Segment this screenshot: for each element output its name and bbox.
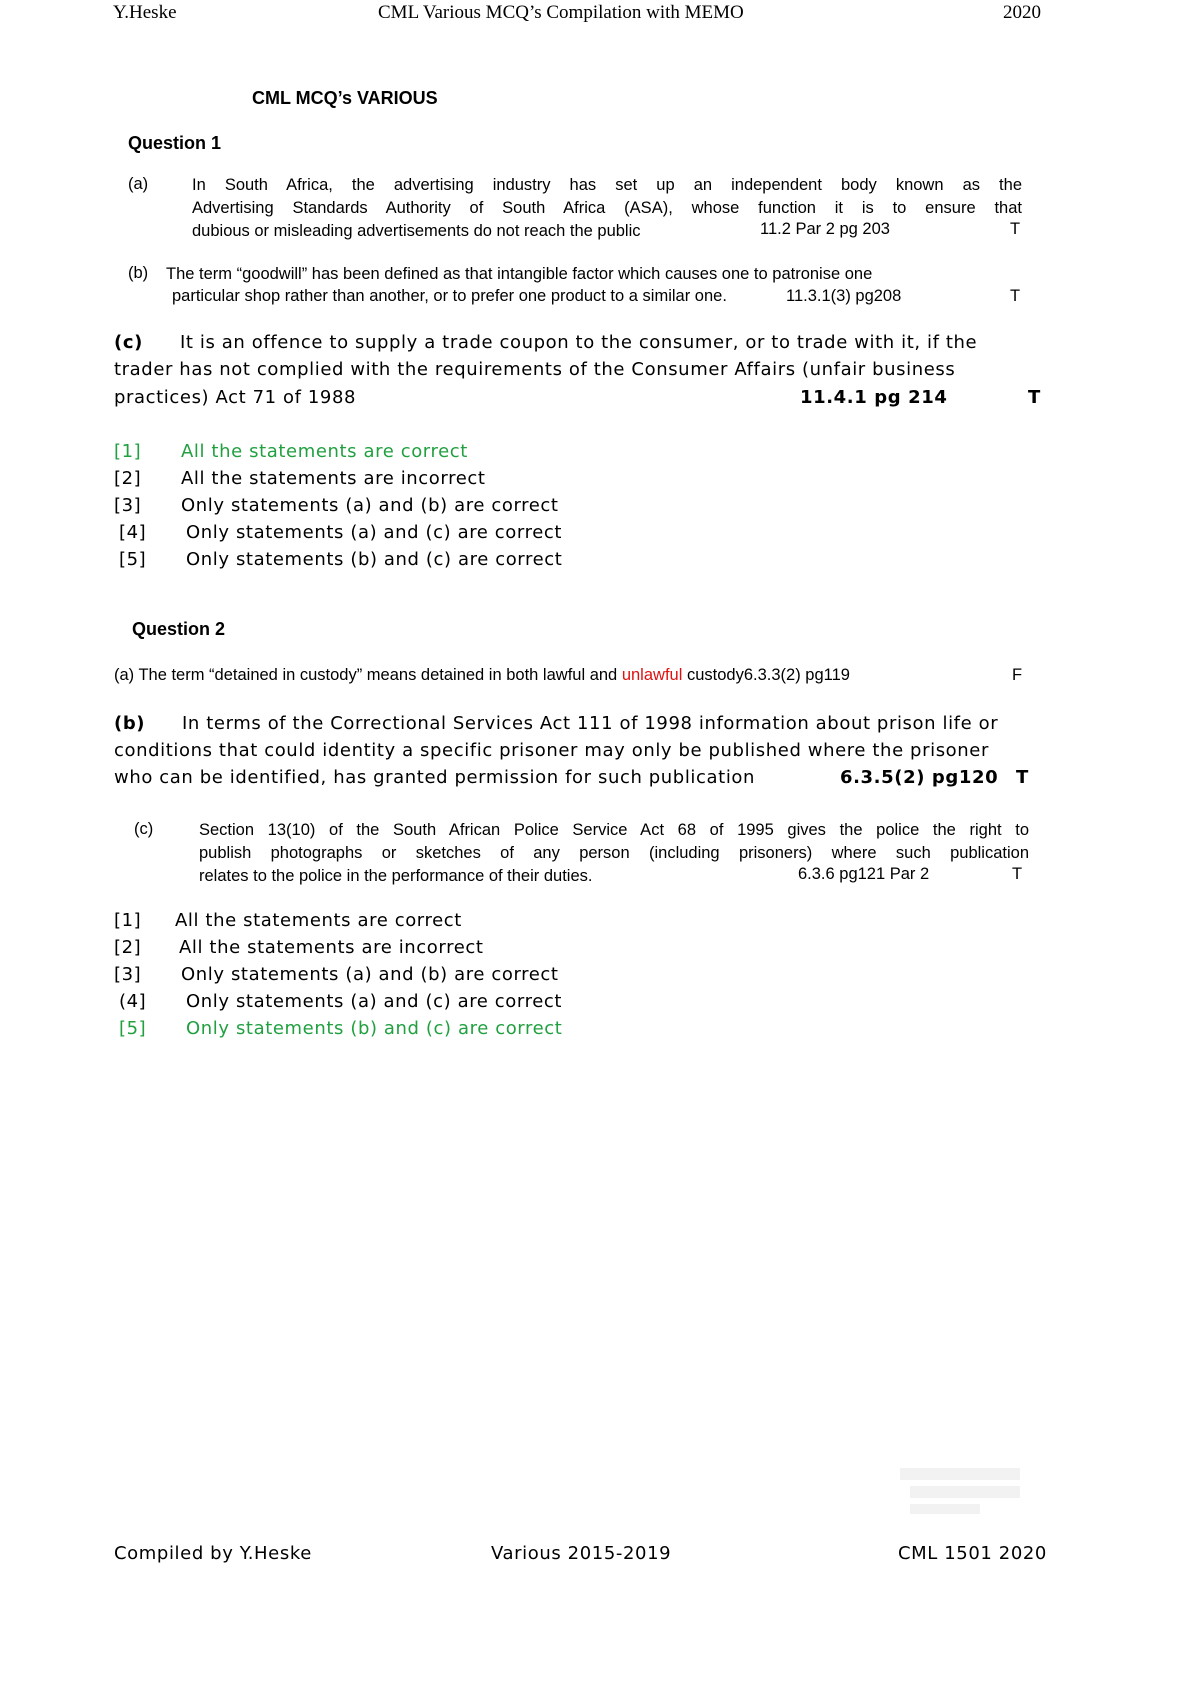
- q2-option-5-text: Only statements (b) and (c) are correct: [186, 1018, 563, 1039]
- q1-statement-b-label: (b): [128, 264, 149, 282]
- q2-statement-b-label: (b): [114, 713, 146, 734]
- q1-statement-a-label: (a): [128, 175, 149, 193]
- q2-option-1-text: All the statements are correct: [175, 910, 462, 931]
- q2-c-line-2: publish photographs or sketches of any person (including prisoners) where such publication: [199, 844, 1029, 862]
- q2-c-line-1: Section 13(10) of the South African Police Service Act 68 of 1995 gives the police the right to: [199, 821, 1029, 839]
- q2-option-1-num: [1]: [114, 910, 142, 931]
- footer-course: CML 1501 2020: [898, 1543, 1047, 1564]
- q1-b-line-1: The term “goodwill” has been defined as that intangible factor which causes one to patronise one: [166, 265, 873, 283]
- q1-c-reference: 11.4.1 pg 214: [800, 387, 948, 408]
- q2-a-answer: F: [1012, 666, 1023, 684]
- q1-option-5-num: [5]: [119, 549, 147, 570]
- question-2-title: Question 2: [132, 619, 226, 639]
- q1-option-1-num: [1]: [114, 441, 142, 462]
- q1-b-line-2: particular shop rather than another, or to prefer one product to a similar one.: [172, 287, 727, 305]
- q2-b-line-2: conditions that could identity a specific prisoner may only be published where the prisoner: [114, 740, 989, 761]
- q2-option-3-text: Only statements (a) and (b) are correct: [181, 964, 559, 985]
- q2-option-4-num: (4]: [119, 991, 147, 1012]
- q1-option-4-num: [4]: [119, 522, 147, 543]
- q2-statement-a: [114, 666, 850, 685]
- q1-a-line-1: In South Africa, the advertising industry has set up an independent body known as the: [192, 176, 1022, 194]
- q2-option-3-num: [3]: [114, 964, 142, 985]
- q2-c-answer: T: [1012, 865, 1023, 883]
- q2-b-answer: T: [1016, 767, 1029, 788]
- q2-statement-c-label: (c): [134, 820, 154, 838]
- q1-option-2-num: [2]: [114, 468, 142, 489]
- q2-c-line-3: relates to the police in the performance of their duties.: [199, 867, 593, 885]
- q2-b-line-3: who can be identified, has granted permission for such publication: [114, 767, 756, 788]
- q1-c-answer: T: [1028, 387, 1041, 408]
- q1-option-1-text: All the statements are correct: [181, 441, 468, 462]
- q1-statement-b-line-1-wrap: [166, 263, 1050, 286]
- q1-option-3-text: Only statements (a) and (b) are correct: [181, 495, 559, 516]
- faint-stamp-watermark: [880, 1462, 1025, 1520]
- q1-b-reference: 11.3.1(3) pg208: [786, 287, 902, 305]
- q1-a-line-2: Advertising Standards Authority of South Africa (ASA), whose function it is to ensure that: [192, 199, 1022, 217]
- q1-option-4-text: Only statements (a) and (c) are correct: [186, 522, 563, 543]
- q2-b-line-1: In terms of the Correctional Services Act 111 of 1998 information about prison life or: [182, 713, 999, 734]
- q1-c-line-1: It is an offence to supply a trade coupon to the consumer, or to trade with it, if the: [180, 332, 978, 353]
- header-title: CML Various MCQ’s Compilation with MEMO: [378, 2, 744, 23]
- footer-years: Various 2015-2019: [491, 1543, 672, 1564]
- q2-c-reference: 6.3.6 pg121 Par 2: [798, 865, 930, 883]
- q2-a-reference: custody6.3.3(2) pg119: [686, 666, 850, 684]
- q1-option-3-num: [3]: [114, 495, 142, 516]
- q2-a-text: (a) The term “detained in custody” means detained in both lawful and: [114, 666, 618, 684]
- q1-statement-a: [192, 174, 1022, 243]
- q1-a-line-3: dubious or misleading advertisements do not reach the public: [192, 222, 641, 240]
- q1-b-answer: T: [1010, 287, 1021, 305]
- q1-a-answer: T: [1010, 220, 1021, 238]
- question-1-title: Question 1: [128, 133, 222, 153]
- header-author: Y.Heske: [113, 2, 177, 23]
- q1-option-5-text: Only statements (b) and (c) are correct: [186, 549, 563, 570]
- q1-c-line-2: trader has not complied with the requirements of the Consumer Affairs (unfair business: [114, 359, 956, 380]
- q2-option-5-num: [5]: [119, 1018, 147, 1039]
- doc-title: CML MCQ’s VARIOUS: [252, 88, 438, 108]
- q1-statement-c-label: (c): [114, 332, 143, 353]
- header-year: 2020: [1003, 2, 1041, 23]
- q1-a-reference: 11.2 Par 2 pg 203: [760, 220, 890, 238]
- q1-c-line-3: practices) Act 71 of 1988: [114, 387, 357, 408]
- q2-b-reference: 6.3.5(2) pg120: [840, 767, 999, 788]
- q2-option-4-text: Only statements (a) and (c) are correct: [186, 991, 563, 1012]
- q2-option-2-text: All the statements are incorrect: [179, 937, 484, 958]
- q1-option-2-text: All the statements are incorrect: [181, 468, 486, 489]
- q2-a-unlawful: unlawful: [621, 666, 683, 684]
- footer-compiled-by: Compiled by Y.Heske: [114, 1543, 312, 1564]
- q2-option-2-num: [2]: [114, 937, 142, 958]
